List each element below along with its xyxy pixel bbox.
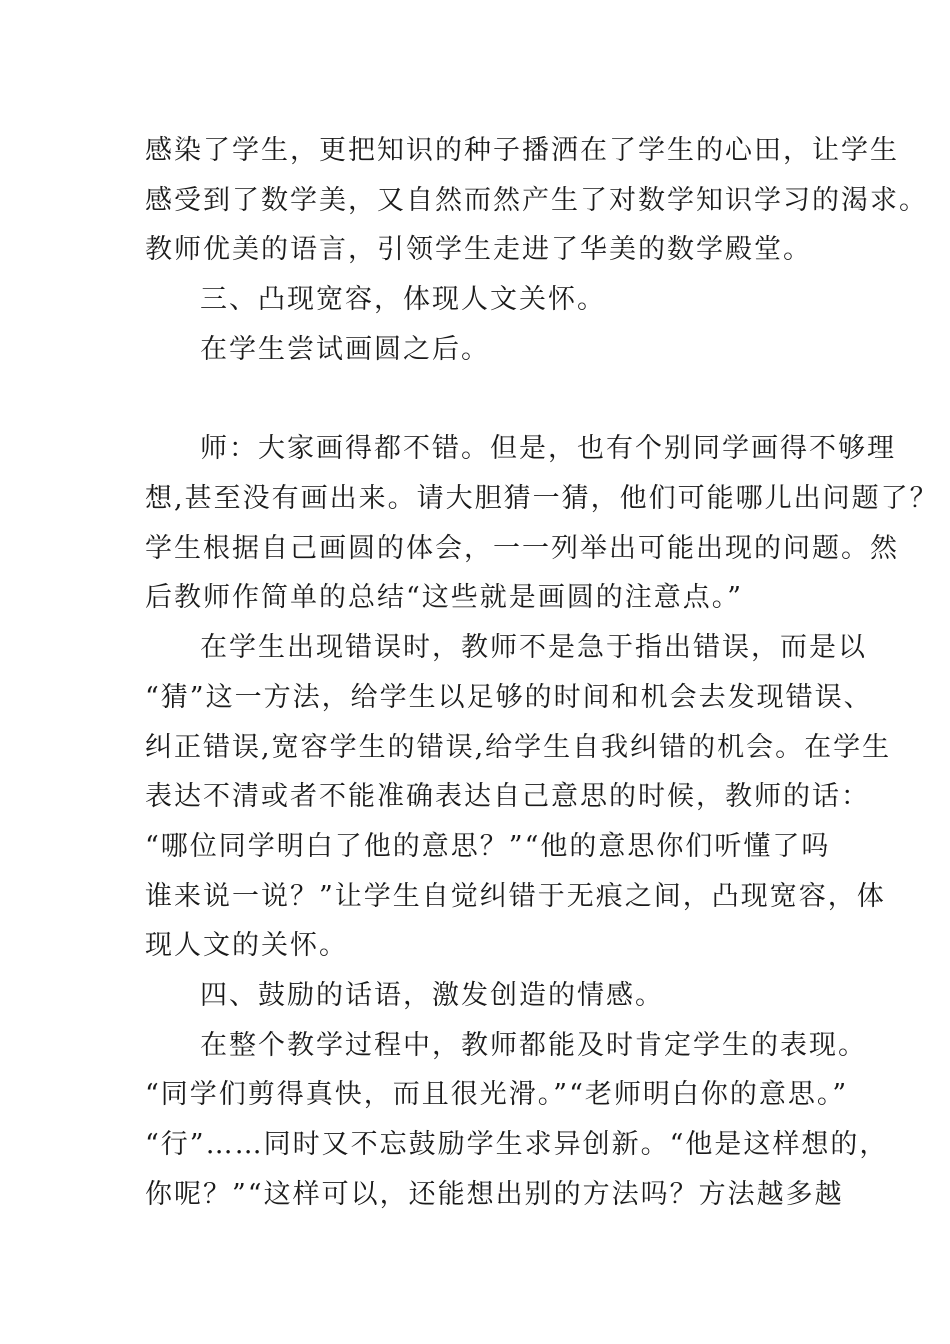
text-line: 在学生出现错误时，教师不是急于指出错误，而是以 [200, 632, 867, 663]
text-line: “猜”这一方法，给学生以足够的时间和机会去发现错误、 [145, 682, 873, 713]
section-heading: 四、鼓励的话语，激发创造的情感。 [200, 980, 664, 1011]
text-line: 学生根据自己画圆的体会，一一列举出可能出现的问题。然 [145, 533, 899, 564]
section-heading: 三、凸现宽容，体现人文关怀。 [200, 284, 606, 315]
text-line: 在整个教学过程中，教师都能及时肯定学生的表现。 [200, 1030, 867, 1061]
text-line: 纠正错误,宽容学生的错误,给学生自我纠错的机会。在学生 [145, 732, 892, 763]
text-line: 在学生尝试画圆之后。 [200, 334, 490, 365]
text-line: 想,甚至没有画出来。请大胆猜一猜，他们可能哪儿出问题了？ [145, 483, 939, 514]
text-line: 谁来说一说？”让学生自觉纠错于无痕之间，凸现宽容，体 [145, 881, 886, 912]
text-line: “哪位同学明白了他的意思？”“他的意思你们听懂了吗 [145, 831, 831, 862]
text-line: “同学们剪得真快，而且很光滑。”“老师明白你的意思。” [145, 1079, 849, 1110]
text-line: 现人文的关怀。 [145, 930, 348, 961]
text-line: 后教师作简单的总结“这些就是画圆的注意点。” [145, 582, 744, 613]
text-line: 你呢？”“这样可以，还能想出别的方法吗？方法越多越 [145, 1179, 844, 1210]
text-line: 感染了学生，更把知识的种子播洒在了学生的心田，让学生 [145, 135, 899, 166]
text-line: 师：大家画得都不错。但是，也有个别同学画得不够理 [200, 433, 896, 464]
text-line: 教师优美的语言，引领学生走进了华美的数学殿堂。 [145, 234, 812, 265]
text-line: 表达不清或者不能准确表达自己意思的时候，教师的话： [145, 781, 870, 812]
text-line: 感受到了数学美，又自然而然产生了对数学知识学习的渴求。 [145, 185, 928, 216]
text-line: “行”……同时又不忘鼓励学生求异创新。“他是这样想的， [145, 1129, 889, 1160]
